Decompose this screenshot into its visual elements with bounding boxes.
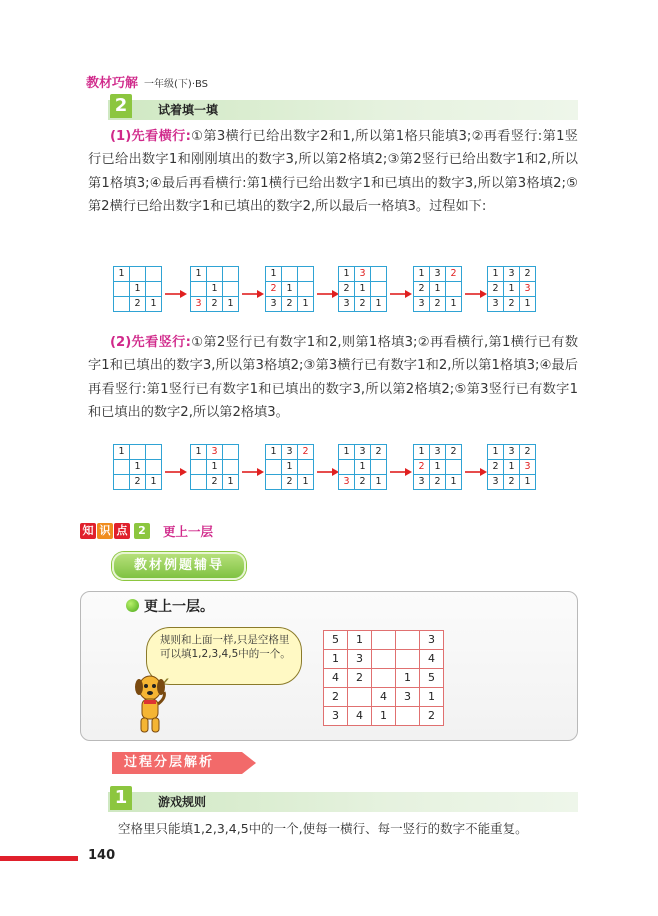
grids1-grid-4 [338,266,387,312]
grid-cell: 3 [414,475,430,490]
dog-mascot-icon [126,672,170,736]
grid-cell: 2 [282,475,298,490]
puzzle-cell [348,688,372,707]
grid-cell [146,460,162,475]
grid-cell [114,460,130,475]
grids2-grid-5 [413,444,462,490]
grid-cell [446,282,462,297]
grid-cell: 3 [504,445,520,460]
grid-cell: 3 [191,297,207,312]
part2-label: (2)先看竖行: [110,335,191,350]
grid-cell: 3 [488,475,504,490]
game-rule-text: 空格里只能填1,2,3,4,5中的一个,使每一横行、每一竖行的数字不能重复。 [118,821,528,836]
puzzle-cell: 4 [420,650,444,669]
puzzle-cell: 3 [420,631,444,650]
grid-cell: 2 [446,267,462,282]
textbook-example-pill: 教材例题辅导 [112,552,246,580]
puzzle-cell: 1 [324,650,348,669]
puzzle-cell: 2 [348,669,372,688]
grids2-grid-3 [265,444,314,490]
grid-cell: 1 [504,282,520,297]
grids1-grid-5 [413,266,462,312]
grid-cell [223,267,239,282]
grid-cell: 3 [430,445,446,460]
red-arrow-icon [165,468,187,476]
puzzle-cell: 3 [348,650,372,669]
grid-cell: 1 [414,445,430,460]
grid-cell: 2 [504,475,520,490]
grid-cell: 1 [266,267,282,282]
grid-cell: 1 [298,297,314,312]
puzzle-cell: 1 [372,707,396,726]
grid-cell [266,460,282,475]
grid-cell: 3 [504,267,520,282]
puzzle-cell [396,631,420,650]
puzzle-cell: 1 [348,631,372,650]
grid-cell: 1 [191,445,207,460]
grid-cell: 1 [504,460,520,475]
knowledge-number: 2 [134,523,150,539]
knowledge-title: 更上一层 [163,524,214,539]
grid-cell: 2 [339,282,355,297]
grid-cell: 1 [298,475,314,490]
grid-cell: 2 [414,282,430,297]
grid-cell: 1 [355,282,371,297]
grid-cell: 1 [146,475,162,490]
grid-cell: 3 [355,267,371,282]
red-arrow-icon [242,468,264,476]
grids1-grid-6 [487,266,536,312]
knowledge-char-2: 识 [97,523,113,539]
red-arrow-icon [390,290,412,298]
puzzle-cell [396,707,420,726]
red-arrow-icon [317,290,339,298]
bullet-dot-icon [126,599,139,612]
grid-cell [130,445,146,460]
puzzle-cell [372,631,396,650]
grid-cell [114,297,130,312]
grid-cell: 3 [520,460,536,475]
grid-cell: 2 [371,445,387,460]
part1-paragraph [88,125,578,218]
part2-text: ①第2竖行已有数字1和2,则第1格填3;②再看横行,第1横行已有数字1和已填出的数字3,所以第3格填2;③第3横行已有数字1和2,所以第1格填3;④最后再看竖行:第1竖行已有数字1和已填出的数字3,所以第2格填2;⑤第3竖行已有数字1和已填出的数字2,所以第2格填3。 [88,335,579,420]
grid-cell: 2 [414,460,430,475]
grid-cell: 2 [520,267,536,282]
grid-cell: 3 [339,297,355,312]
puzzle-cell: 2 [324,688,348,707]
grid-cell [114,475,130,490]
grid-cell: 1 [371,475,387,490]
grid-cell: 3 [430,267,446,282]
red-arrow-icon [165,290,187,298]
red-arrow-icon [390,468,412,476]
red-arrow-icon [317,468,339,476]
grid-cell [146,282,162,297]
grid-cell: 2 [430,297,446,312]
grid-cell: 2 [130,297,146,312]
grid-cell [371,460,387,475]
grids1-grid-1 [113,266,162,312]
grid-cell: 1 [446,297,462,312]
grids2-grid-4 [338,444,387,490]
grid-cell: 2 [430,475,446,490]
grid-cell: 2 [282,297,298,312]
grid-cell: 1 [266,445,282,460]
footer-bar [0,856,78,861]
book-brand: 教材巧解 [86,76,139,91]
grid-cell: 1 [520,297,536,312]
grid-cell [446,460,462,475]
grid-cell: 1 [488,267,504,282]
red-arrow-icon [465,468,487,476]
grid-cell: 2 [488,460,504,475]
section-number-1: 1 [110,786,132,810]
puzzle-cell: 4 [348,707,372,726]
grid-cell: 1 [130,460,146,475]
grid-cell: 1 [207,460,223,475]
grid-cell: 1 [130,282,146,297]
puzzle-cell: 3 [324,707,348,726]
grid-cell: 2 [355,475,371,490]
knowledge-badge [80,522,213,540]
grid-cell: 1 [355,460,371,475]
grid-cell: 3 [355,445,371,460]
grid-cell [371,267,387,282]
puzzle-cell: 1 [396,669,420,688]
red-arrow-icon [242,290,264,298]
grid-cell [266,475,282,490]
grid-cell [146,267,162,282]
grid-cell: 1 [520,475,536,490]
grid-cell: 2 [520,445,536,460]
grid-cell [298,267,314,282]
knowledge-char-1: 知 [80,523,96,539]
grids2-grid-1 [113,444,162,490]
section-title-1: 游戏规则 [158,795,207,809]
grid-cell: 1 [146,297,162,312]
grid-cell: 1 [339,267,355,282]
grid-cell: 1 [114,445,130,460]
grid-cell: 3 [207,445,223,460]
grid-cell: 3 [414,297,430,312]
part1-label: (1)先看横行: [110,129,191,144]
grid-cell: 1 [430,282,446,297]
grid-cell: 1 [339,445,355,460]
puzzle-cell: 1 [420,688,444,707]
grid-cell: 2 [207,475,223,490]
grid-cell: 1 [223,297,239,312]
page-number: 140 [88,848,116,863]
grid-cell [114,282,130,297]
grid-cell [298,282,314,297]
grid-cell: 1 [282,282,298,297]
grids2-grid-2 [190,444,239,490]
book-subtitle: 一年级(下)·BS [144,79,209,90]
grid-cell: 2 [488,282,504,297]
puzzle-cell: 4 [372,688,396,707]
puzzle-grid-5x5 [323,630,444,726]
grid-cell: 1 [207,282,223,297]
grid-cell [130,267,146,282]
banner-arrow-icon [242,752,256,774]
speech-bubble-text: 规则和上面一样,只是空格里可以填1,2,3,4,5中的一个。 [160,634,291,660]
puzzle-cell: 3 [396,688,420,707]
grids1-grid-2 [190,266,239,312]
grid-cell: 1 [371,297,387,312]
section-title-2: 试着填一填 [158,103,219,117]
puzzle-cell: 4 [324,669,348,688]
puzzle-cell [372,650,396,669]
grid-cell [223,282,239,297]
grid-cell [339,460,355,475]
grids1-grid-3 [265,266,314,312]
grid-cell: 3 [488,297,504,312]
grid-cell [223,445,239,460]
section-number-2: 2 [110,94,132,118]
grid-cell: 2 [446,445,462,460]
grid-cell: 2 [504,297,520,312]
grid-cell: 1 [114,267,130,282]
grids2-grid-6 [487,444,536,490]
grid-cell [191,475,207,490]
grid-cell [371,282,387,297]
puzzle-cell [372,669,396,688]
grid-cell: 1 [446,475,462,490]
grid-cell: 1 [430,460,446,475]
grid-cell: 2 [355,297,371,312]
part2-paragraph [88,331,578,424]
grid-cell [207,267,223,282]
knowledge-char-3: 点 [114,523,130,539]
grid-cell [191,282,207,297]
part1-text: ①第3横行已给出数字2和1,所以第1格只能填3;②再看竖行:第1竖行已给出数字1和刚刚填出的数字3,所以第2格填2;③第2竖行已给出数字1和2,所以第1格填3;④最后再看横行:第1横行已给出数字1和已填出的数字3,所以第3格填2;⑤第2横行已给出数字1和已填出的数字2,所以最后一格填3。过程如下: [88,129,578,214]
grid-cell: 2 [207,297,223,312]
grid-cell: 2 [266,282,282,297]
puzzle-cell: 5 [324,631,348,650]
puzzle-cell [396,650,420,669]
grid-cell: 2 [130,475,146,490]
grid-cell: 2 [298,445,314,460]
puzzle-cell: 5 [420,669,444,688]
grid-cell [191,460,207,475]
grid-cell [223,460,239,475]
grid-cell: 1 [414,267,430,282]
process-banner: 过程分层解析 [112,752,242,774]
puzzle-cell: 2 [420,707,444,726]
grid-cell: 3 [520,282,536,297]
grid-cell: 1 [223,475,239,490]
example-heading: 更上一层。 [144,599,214,615]
grid-cell: 3 [266,297,282,312]
grid-cell: 1 [488,445,504,460]
grid-cell [298,460,314,475]
grid-cell: 3 [282,445,298,460]
grid-cell [146,445,162,460]
grid-cell [282,267,298,282]
grid-cell: 3 [339,475,355,490]
page-header [86,72,208,92]
red-arrow-icon [465,290,487,298]
grid-cell: 1 [191,267,207,282]
grid-cell: 1 [282,460,298,475]
